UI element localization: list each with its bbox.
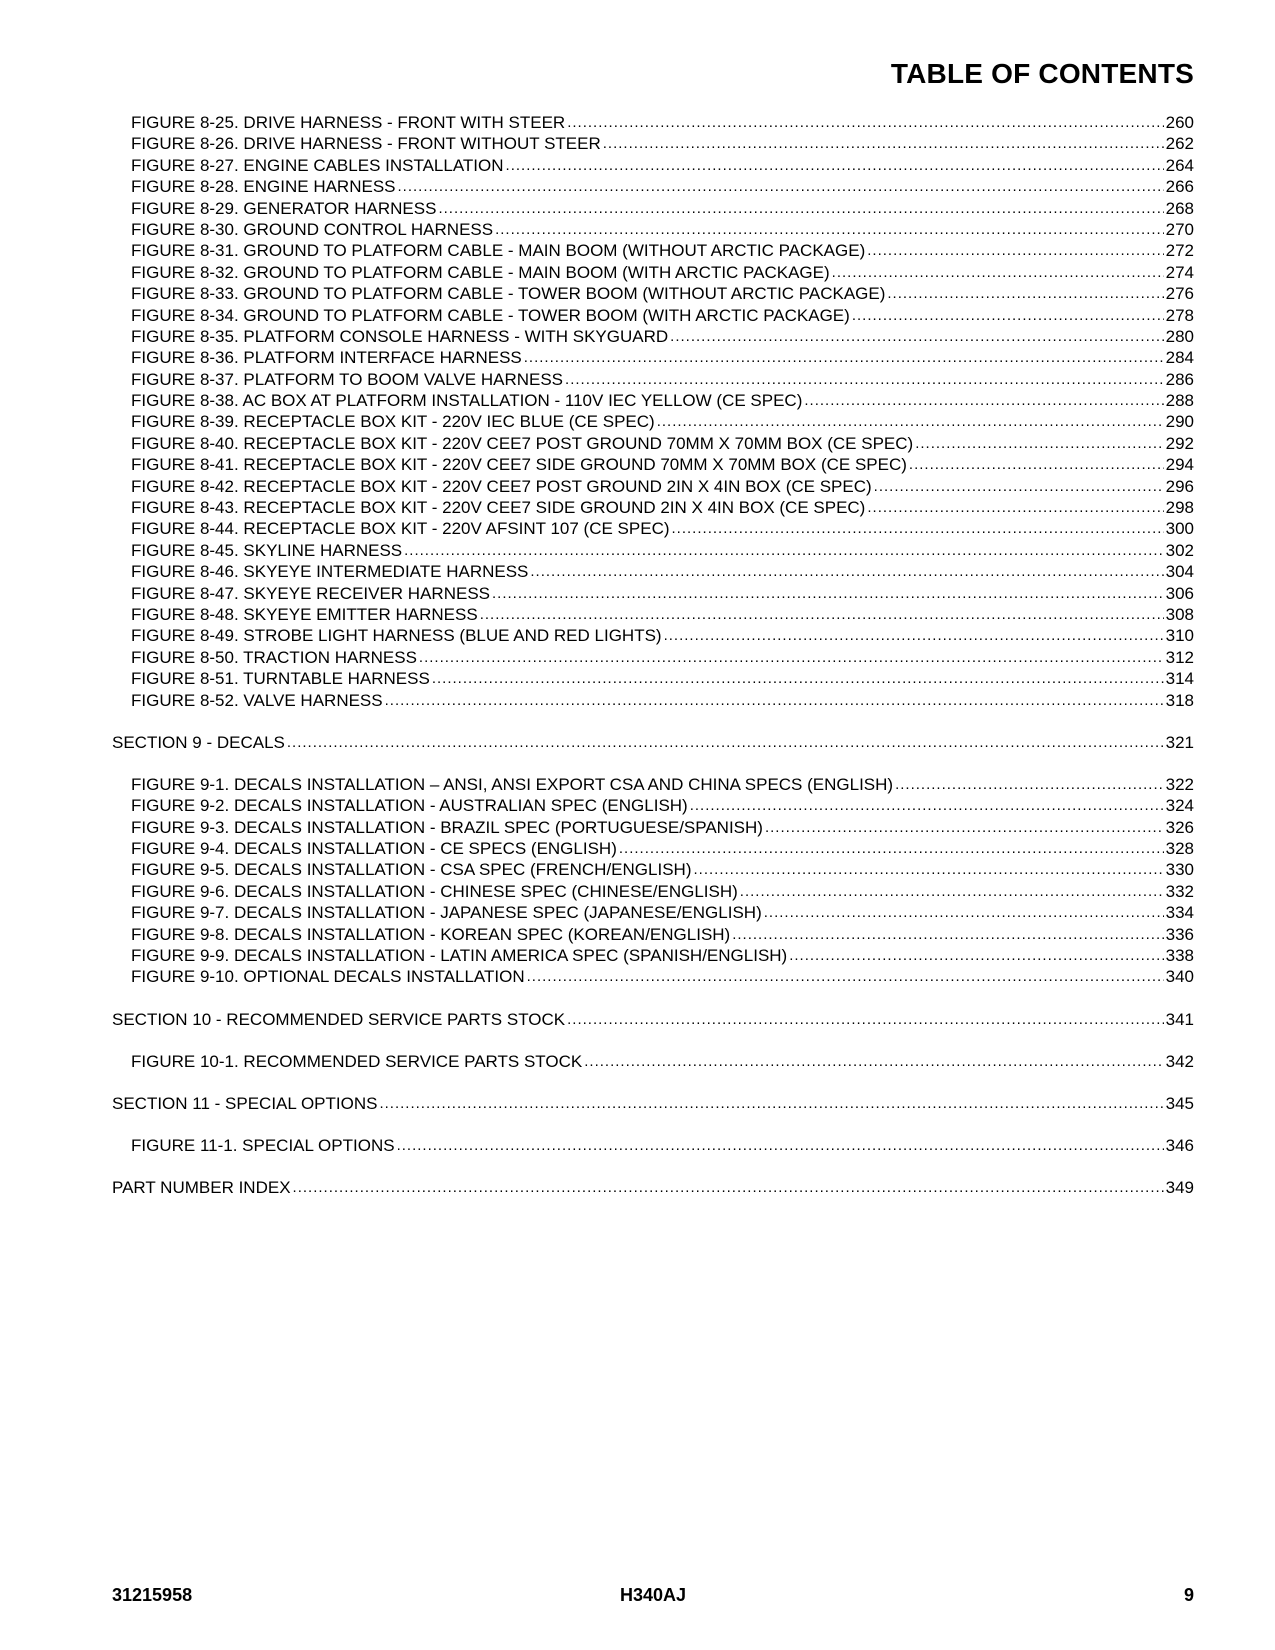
toc-entry-label: FIGURE 9-7. DECALS INSTALLATION - JAPANESE SPEC (JAPANESE/ENGLISH)	[131, 903, 762, 923]
dot-leader	[657, 411, 1164, 432]
toc-entry-page: 298	[1165, 498, 1194, 518]
dot-leader	[909, 454, 1164, 475]
dot-leader	[432, 668, 1164, 689]
toc-entry-label: FIGURE 8-46. SKYEYE INTERMEDIATE HARNESS	[131, 562, 529, 582]
toc-entry-page: 286	[1165, 369, 1194, 389]
toc-entry-page: 324	[1165, 796, 1194, 816]
dot-leader	[693, 859, 1163, 880]
toc-entry-label: FIGURE 9-2. DECALS INSTALLATION - AUSTRALIAN SPEC (ENGLISH)	[131, 796, 688, 816]
toc-entry-label: FIGURE 9-4. DECALS INSTALLATION - CE SPECS (ENGLISH)	[131, 839, 617, 859]
toc-entry-page: 280	[1165, 326, 1194, 346]
toc-entry-section-11[interactable]	[112, 1093, 1194, 1114]
toc-entry-figure[interactable]	[112, 690, 1194, 711]
toc-entry-figure[interactable]	[112, 817, 1194, 838]
toc-entry-label: FIGURE 8-48. SKYEYE EMITTER HARNESS	[131, 604, 478, 624]
toc-entry-label: FIGURE 8-35. PLATFORM CONSOLE HARNESS - WITH SKYGUARD	[131, 326, 669, 346]
toc-entry-label: FIGURE 11-1. SPECIAL OPTIONS	[131, 1136, 395, 1156]
toc-entry-label: FIGURE 8-47. SKYEYE RECEIVER HARNESS	[131, 583, 490, 603]
dot-leader	[670, 326, 1163, 347]
toc-entry-figure[interactable]	[112, 240, 1194, 261]
toc-entry-figure[interactable]	[112, 369, 1194, 390]
toc-entry-figure[interactable]	[112, 881, 1194, 902]
dot-leader	[379, 1093, 1163, 1114]
toc-entry-label: FIGURE 8-30. GROUND CONTROL HARNESS	[131, 219, 494, 239]
toc-entry-label: FIGURE 8-49. STROBE LIGHT HARNESS (BLUE AND RED LIGHTS)	[131, 626, 662, 646]
dot-leader	[867, 240, 1163, 261]
toc-entry-label: FIGURE 8-38. AC BOX AT PLATFORM INSTALLATION - 110V IEC YELLOW (CE SPEC)	[131, 391, 803, 411]
toc-entry-figure[interactable]	[112, 176, 1194, 197]
dot-leader	[524, 347, 1164, 368]
toc-entry-page: 284	[1165, 348, 1194, 368]
dot-leader	[789, 945, 1163, 966]
page-footer	[112, 1585, 1194, 1609]
toc-entry-label: FIGURE 8-40. RECEPTACLE BOX KIT - 220V CEE7 POST GROUND 70MM X 70MM BOX (CE SPEC)	[131, 433, 914, 453]
toc-entry-label: FIGURE 9-8. DECALS INSTALLATION - KOREAN SPEC (KOREAN/ENGLISH)	[131, 924, 731, 944]
footer-model: H340AJ	[619, 1585, 687, 1605]
dot-leader	[740, 881, 1164, 902]
dot-leader	[764, 902, 1164, 923]
toc-entry-label: FIGURE 8-50. TRACTION HARNESS	[131, 647, 417, 667]
dot-leader	[765, 817, 1164, 838]
toc-entry-label: FIGURE 8-51. TURNTABLE HARNESS	[131, 669, 430, 689]
dot-leader	[915, 433, 1163, 454]
toc-entry-page: 276	[1165, 284, 1194, 304]
toc-entry-figure[interactable]	[112, 795, 1194, 816]
dot-leader	[603, 133, 1164, 154]
toc-entry-page: 296	[1165, 476, 1194, 496]
toc-entry-page: 341	[1165, 1009, 1194, 1029]
dot-leader	[293, 1177, 1164, 1198]
toc-entry-figure[interactable]	[112, 305, 1194, 326]
toc-entry-figure[interactable]	[112, 326, 1194, 347]
toc-entry-label: FIGURE 8-32. GROUND TO PLATFORM CABLE - MAIN BOOM (WITH ARCTIC PACKAGE)	[131, 262, 830, 282]
toc-entry-page: 262	[1165, 134, 1194, 154]
toc-entry-figure[interactable]	[112, 454, 1194, 475]
toc-entry-page: 345	[1165, 1093, 1194, 1113]
toc-entry-figure[interactable]	[112, 540, 1194, 561]
toc-entry-figure[interactable]	[112, 433, 1194, 454]
toc-entry-page: 342	[1165, 1051, 1194, 1071]
toc-entry-figure[interactable]	[112, 262, 1194, 283]
toc-entry-label: FIGURE 8-39. RECEPTACLE BOX KIT - 220V IEC BLUE (CE SPEC)	[131, 412, 655, 432]
toc-entry-page: 318	[1165, 690, 1194, 710]
toc-entry-page: 302	[1165, 540, 1194, 560]
dot-leader	[480, 604, 1164, 625]
toc-entry-page: 278	[1165, 305, 1194, 325]
dot-leader	[887, 283, 1163, 304]
toc-entry-page: 346	[1165, 1136, 1194, 1156]
dot-leader	[852, 305, 1164, 326]
toc-entry-label: FIGURE 9-3. DECALS INSTALLATION - BRAZIL SPEC (PORTUGUESE/SPANISH)	[131, 817, 763, 837]
toc-entry-page: 294	[1165, 455, 1194, 475]
toc-entry-figure[interactable]	[112, 155, 1194, 176]
dot-leader	[672, 518, 1164, 539]
toc-entry-page: 328	[1165, 839, 1194, 859]
toc-entry-figure[interactable]	[112, 112, 1194, 133]
dot-leader	[404, 540, 1163, 561]
toc-entry-label: SECTION 10 - RECOMMENDED SERVICE PARTS STOCK	[112, 1009, 566, 1029]
toc-entry-figure[interactable]	[112, 924, 1194, 945]
toc-entry-figure[interactable]	[112, 497, 1194, 518]
toc-entry-part-number-index[interactable]	[112, 1177, 1194, 1198]
toc-entry-page: 266	[1165, 177, 1194, 197]
toc-entry-figure[interactable]	[112, 561, 1194, 582]
dot-leader	[732, 924, 1163, 945]
toc-entry-figure[interactable]	[112, 347, 1194, 368]
dot-leader	[664, 625, 1164, 646]
page-title: TABLE OF CONTENTS	[890, 58, 1194, 89]
toc-entry-page: 300	[1165, 519, 1194, 539]
toc-entry-label: SECTION 11 - SPECIAL OPTIONS	[112, 1093, 378, 1113]
toc-entry-page: 288	[1165, 391, 1194, 411]
toc-entry-figure[interactable]	[112, 859, 1194, 880]
toc-entry-figure[interactable]	[112, 945, 1194, 966]
footer-document-number: 31215958	[112, 1585, 193, 1605]
dot-leader	[895, 774, 1164, 795]
dot-leader	[398, 176, 1164, 197]
toc-entry-page: 332	[1165, 881, 1194, 901]
toc-entry-label: FIGURE 8-27. ENGINE CABLES INSTALLATION	[131, 155, 504, 175]
toc-entry-page: 349	[1165, 1178, 1194, 1198]
toc-entry-label: FIGURE 9-10. OPTIONAL DECALS INSTALLATION	[131, 967, 525, 987]
toc-entry-page: 321	[1165, 732, 1194, 752]
dot-leader	[874, 476, 1164, 497]
toc-entry-label: FIGURE 8-37. PLATFORM TO BOOM VALVE HARNESS	[131, 369, 564, 389]
toc-entry-page: 268	[1165, 198, 1194, 218]
toc-entry-page: 292	[1165, 433, 1194, 453]
toc-entry-label: FIGURE 9-6. DECALS INSTALLATION - CHINESE SPEC (CHINESE/ENGLISH)	[131, 881, 738, 901]
toc-entry-label: FIGURE 8-29. GENERATOR HARNESS	[131, 198, 437, 218]
toc-entry-label: FIGURE 8-43. RECEPTACLE BOX KIT - 220V CEE7 SIDE GROUND 2IN X 4IN BOX (CE SPEC)	[131, 498, 866, 518]
toc-entry-page: 334	[1165, 903, 1194, 923]
toc-entry-page: 326	[1165, 817, 1194, 837]
toc-entry-page: 272	[1165, 241, 1194, 261]
toc-entry-page: 270	[1165, 219, 1194, 239]
toc-entry-page: 330	[1165, 860, 1194, 880]
toc-entry-figure[interactable]	[112, 518, 1194, 539]
figures-section-8-list	[112, 112, 1194, 711]
toc-entry-figure[interactable]	[112, 390, 1194, 411]
toc-entry-label: FIGURE 8-44. RECEPTACLE BOX KIT - 220V AFSINT 107 (CE SPEC)	[131, 519, 670, 539]
footer-page-number: 9	[1183, 1585, 1194, 1605]
dot-leader	[567, 1009, 1164, 1030]
toc-entry-label: FIGURE 8-33. GROUND TO PLATFORM CABLE - TOWER BOOM (WITHOUT ARCTIC PACKAGE)	[131, 284, 886, 304]
toc-entry-page: 336	[1165, 924, 1194, 944]
toc-entry-figure[interactable]	[112, 966, 1194, 987]
toc-entry-page: 340	[1165, 967, 1194, 987]
toc-entry-figure[interactable]	[112, 219, 1194, 240]
toc-entry-page: 264	[1165, 155, 1194, 175]
dot-leader	[385, 690, 1164, 711]
toc-entry-label: FIGURE 8-31. GROUND TO PLATFORM CABLE - MAIN BOOM (WITHOUT ARCTIC PACKAGE)	[131, 241, 866, 261]
toc-entry-label: FIGURE 8-45. SKYLINE HARNESS	[131, 540, 403, 560]
toc-entry-figure[interactable]	[112, 133, 1194, 154]
dot-leader	[419, 647, 1164, 668]
toc-entry-label: FIGURE 9-9. DECALS INSTALLATION - LATIN AMERICA SPEC (SPANISH/ENGLISH)	[131, 946, 788, 966]
toc-entry-page: 338	[1165, 946, 1194, 966]
dot-leader	[530, 561, 1163, 582]
toc-entry-label: FIGURE 8-25. DRIVE HARNESS - FRONT WITH STEER	[131, 112, 566, 132]
dot-leader	[584, 1051, 1163, 1072]
toc-entry-label: PART NUMBER INDEX	[112, 1178, 291, 1198]
toc-entry-label: FIGURE 9-1. DECALS INSTALLATION – ANSI, ANSI EXPORT CSA AND CHINA SPECS (ENGLISH)	[131, 774, 894, 794]
toc-entry-label: FIGURE 10-1. RECOMMENDED SERVICE PARTS STOCK	[131, 1051, 583, 1071]
toc-entry-figure[interactable]	[112, 902, 1194, 923]
toc-entry-figure[interactable]	[112, 583, 1194, 604]
toc-entry-figure[interactable]	[112, 774, 1194, 795]
dot-leader	[397, 1135, 1164, 1156]
toc-entry-figure[interactable]	[112, 647, 1194, 668]
toc-entry-label: FIGURE 8-36. PLATFORM INTERFACE HARNESS	[131, 348, 522, 368]
dot-leader	[804, 390, 1163, 411]
toc-entry-figure[interactable]	[112, 476, 1194, 497]
toc-entry-label: FIGURE 8-41. RECEPTACLE BOX KIT - 220V CEE7 SIDE GROUND 70MM X 70MM BOX (CE SPEC)	[131, 455, 907, 475]
toc-entry-figure[interactable]	[112, 283, 1194, 304]
dot-leader	[619, 838, 1164, 859]
toc-entry-page: 312	[1165, 647, 1194, 667]
toc-entry-section-9[interactable]	[112, 732, 1194, 753]
toc-entry-figure[interactable]	[112, 668, 1194, 689]
toc-entry-label: FIGURE 8-34. GROUND TO PLATFORM CABLE - TOWER BOOM (WITH ARCTIC PACKAGE)	[131, 305, 850, 325]
toc-entry-label: FIGURE 8-26. DRIVE HARNESS - FRONT WITHOUT STEER	[131, 134, 601, 154]
dot-leader	[527, 966, 1164, 987]
toc-entry-label: SECTION 9 - DECALS	[112, 732, 285, 752]
toc-entry-page: 314	[1165, 669, 1194, 689]
toc-entry-page: 260	[1165, 112, 1194, 132]
toc-entry-figure[interactable]	[112, 625, 1194, 646]
toc-entry-page: 322	[1165, 774, 1194, 794]
toc-entry-page: 310	[1165, 626, 1194, 646]
dot-leader	[867, 497, 1163, 518]
toc-entry-page: 274	[1165, 262, 1194, 282]
toc-entry-label: FIGURE 8-42. RECEPTACLE BOX KIT - 220V CEE7 POST GROUND 2IN X 4IN BOX (CE SPEC)	[131, 476, 872, 496]
toc-entry-label: FIGURE 8-28. ENGINE HARNESS	[131, 177, 396, 197]
dot-leader	[832, 262, 1164, 283]
toc-entry-figure-10-1[interactable]	[112, 1051, 1194, 1072]
dot-leader	[690, 795, 1164, 816]
dot-leader	[565, 369, 1164, 390]
toc-entry-figure[interactable]	[112, 411, 1194, 432]
dot-leader	[492, 583, 1164, 604]
figures-section-9-list	[112, 774, 1194, 988]
toc-entry-page: 290	[1165, 412, 1194, 432]
dot-leader	[287, 732, 1164, 753]
toc-entry-figure-11-1[interactable]	[112, 1135, 1194, 1156]
toc-entry-page: 308	[1165, 604, 1194, 624]
dot-leader	[506, 155, 1164, 176]
table-of-contents	[112, 112, 1194, 1199]
toc-entry-section-10[interactable]	[112, 1009, 1194, 1030]
toc-entry-figure[interactable]	[112, 838, 1194, 859]
dot-leader	[567, 112, 1163, 133]
toc-entry-page: 304	[1165, 562, 1194, 582]
toc-entry-figure[interactable]	[112, 198, 1194, 219]
toc-entry-label: FIGURE 9-5. DECALS INSTALLATION - CSA SPEC (FRENCH/ENGLISH)	[131, 860, 692, 880]
dot-leader	[495, 219, 1164, 240]
dot-leader	[438, 198, 1163, 219]
toc-entry-label: FIGURE 8-52. VALVE HARNESS	[131, 690, 383, 710]
toc-entry-page: 306	[1165, 583, 1194, 603]
toc-entry-figure[interactable]	[112, 604, 1194, 625]
